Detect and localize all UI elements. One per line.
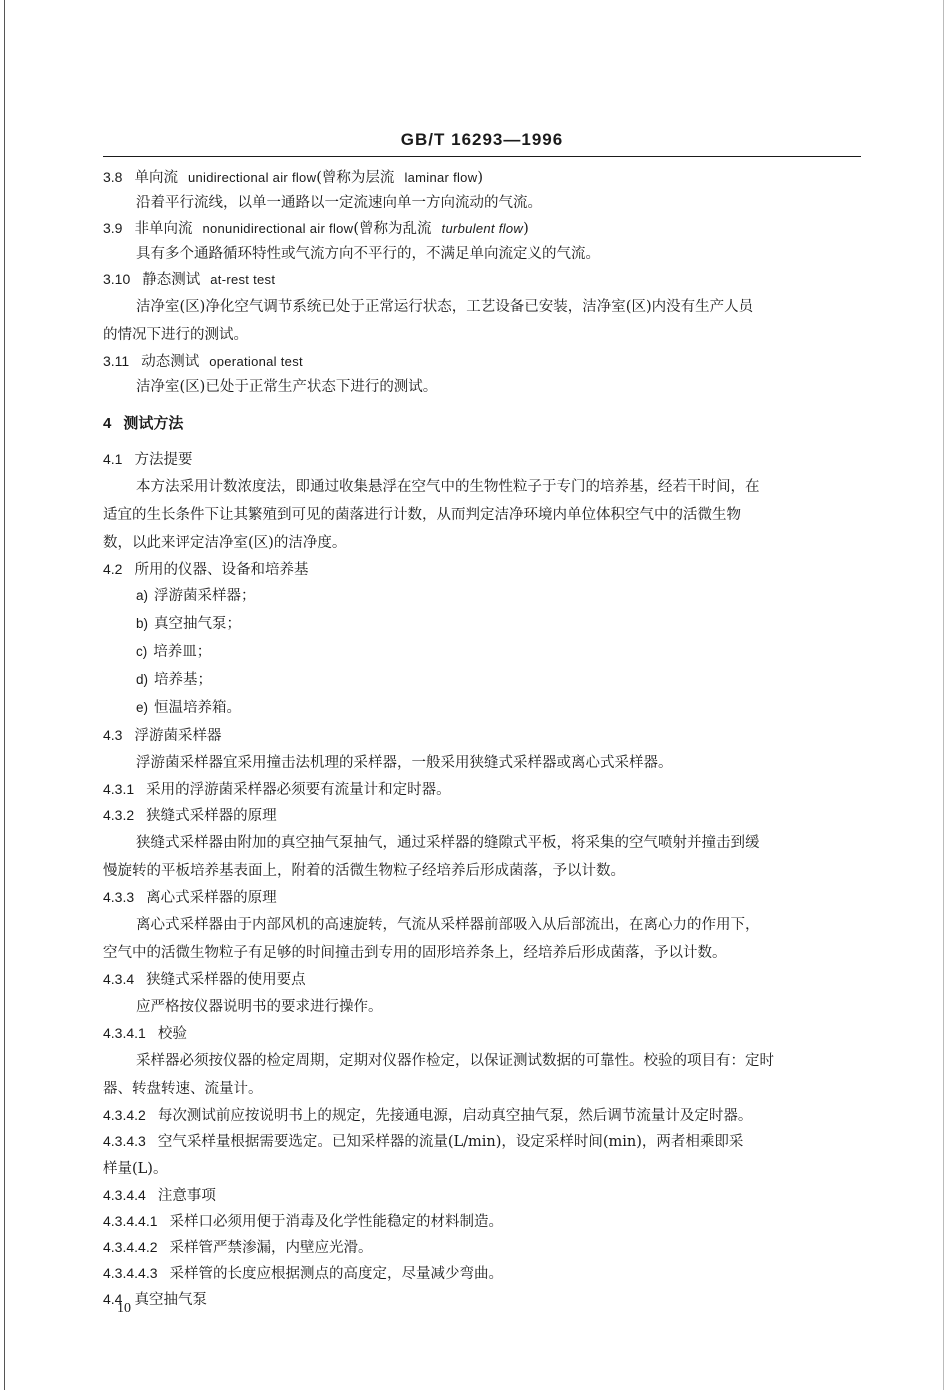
term-note-term: turbulent flow — [441, 221, 524, 236]
term-note-pre: (曾称为乱流 — [353, 221, 432, 237]
paragraph-line: 数，以此来评定洁净室(区)的洁净度。 — [103, 535, 347, 551]
clause-number: 4.3.2 — [103, 807, 135, 823]
clause-title: 离心式采样器的原理 — [146, 890, 277, 906]
term-definition: 洁净室(区)已处于正常生产状态下进行的测试。 — [136, 379, 438, 395]
clause-4-3 — [103, 725, 861, 746]
clause-title: 狭缝式采样器的使用要点 — [146, 972, 306, 988]
clause-title: 注意事项 — [157, 1188, 216, 1204]
clause-text: 空气采样量根据需要选定。已知采样器的流量(L/min)，设定采样时间(min)，两者相乘即采 — [157, 1134, 744, 1150]
list-text: 培养皿； — [153, 644, 212, 660]
clause-4-2 — [103, 559, 861, 580]
list-item — [136, 697, 861, 719]
clause-text: 采样管的长度应根据测点的高度定，尽量减少弯曲。 — [169, 1266, 503, 1282]
clause-number: 4.3.4 — [103, 971, 135, 987]
term-3-11 — [103, 351, 861, 372]
clause-title: 校验 — [157, 1026, 187, 1042]
clause-title: 所用的仪器、设备和培养基 — [134, 562, 309, 578]
clause-title: 浮游菌采样器 — [134, 728, 222, 744]
clause-4-1 — [103, 449, 861, 470]
clause-text: 采样口必须用便于消毒及化学性能稳定的材料制造。 — [169, 1214, 503, 1230]
term-zh: 动态测试 — [141, 354, 200, 370]
clause-number: 4.3.4.4 — [103, 1187, 146, 1203]
term-definition-line: 的情况下进行的测试。 — [103, 327, 248, 343]
clause-4-3-4 — [103, 969, 861, 990]
term-3-8 — [103, 167, 861, 188]
paragraph-line: 应严格按仪器说明书的要求进行操作。 — [136, 999, 383, 1015]
clause-4-3-4-4 — [103, 1185, 861, 1206]
clause-number: 4.4 — [103, 1291, 123, 1307]
header-rule — [103, 156, 861, 157]
term-3-9 — [103, 218, 861, 239]
term-definition-line: 洁净室(区)净化空气调节系统已处于正常运行状态，工艺设备已安装，洁净室(区)内没有生产人员 — [136, 299, 754, 315]
clause-title: 方法提要 — [134, 452, 193, 468]
clause-4-3-4-4-3 — [103, 1263, 861, 1284]
standard-header: GB/T 16293—1996 — [400, 130, 564, 149]
list-text: 恒温培养箱。 — [154, 700, 242, 716]
scan-edge-right — [943, 0, 944, 1390]
list-item — [136, 669, 861, 691]
list-label: b) — [136, 616, 149, 631]
term-3-10 — [103, 269, 861, 290]
clause-text: 采样管严禁渗漏，内壁应光滑。 — [169, 1240, 373, 1256]
section-heading — [103, 413, 861, 435]
paragraph-line: 慢旋转的平板培养基表面上，附着的活微生物粒子经培养后形成菌落，予以计数。 — [103, 863, 625, 879]
clause-number: 4.3.3 — [103, 889, 135, 905]
list-label: e) — [136, 700, 149, 715]
paragraph-line: 样量(L)。 — [103, 1161, 168, 1177]
clause-4-3-4-4-1 — [103, 1211, 861, 1232]
list-item — [136, 613, 861, 635]
clause-title: 真空抽气泵 — [134, 1292, 207, 1308]
term-en: at-rest test — [210, 272, 276, 287]
paragraph-line: 适宜的生长条件下让其繁殖到可见的菌落进行计数，从而判定洁净环境内单位体积空气中的活微生物 — [103, 507, 741, 523]
clause-number: 4.2 — [103, 561, 123, 577]
clause-4-3-4-4-2 — [103, 1237, 861, 1258]
list-label: d) — [136, 672, 149, 687]
paragraph-line: 本方法采用计数浓度法，即通过收集悬浮在空气中的生物性粒子于专门的培养基，经若干时间，在 — [136, 479, 760, 495]
paragraph-line: 采样器必须按仪器的检定周期，定期对仪器作检定，以保证测试数据的可靠性。校验的项目有：定时 — [136, 1053, 774, 1069]
term-definition: 具有多个通路循环特性或气流方向不平行的，不满足单向流定义的气流。 — [136, 246, 600, 262]
term-en: nonunidirectional air flow — [202, 221, 354, 236]
paragraph-line: 离心式采样器由于内部风机的高速旋转，气流从采样器前部吸入从后部流出，在离心力的作用下， — [136, 917, 760, 933]
term-note-term: laminar flow — [404, 170, 478, 185]
list-label: a) — [136, 588, 149, 603]
paragraph-line: 器、转盘转速、流量计。 — [103, 1081, 263, 1097]
clause-4-3-4-3 — [103, 1131, 861, 1152]
clause-text: 每次测试前应按说明书上的规定，先接通电源，启动真空抽气泵，然后调节流量计及定时器。 — [157, 1108, 753, 1124]
clause-number: 4.3 — [103, 727, 123, 743]
term-number: 3.8 — [103, 169, 123, 185]
list-item — [136, 641, 861, 663]
clause-number: 4.3.4.2 — [103, 1107, 146, 1123]
clause-title: 狭缝式采样器的原理 — [146, 808, 277, 824]
clause-4-3-4-2 — [103, 1105, 861, 1126]
clause-4-3-3 — [103, 887, 861, 908]
term-number: 3.10 — [103, 271, 131, 287]
term-zh: 非单向流 — [134, 221, 193, 237]
paragraph-line: 狭缝式采样器由附加的真空抽气泵抽气，通过采样器的缝隙式平板，将采集的空气喷射并撞击到缓 — [136, 835, 760, 851]
clause-number: 4.1 — [103, 451, 123, 467]
clause-number: 4.3.4.4.3 — [103, 1265, 158, 1281]
list-label: c) — [136, 644, 148, 659]
paragraph-line: 浮游菌采样器宜采用撞击法机理的采样器，一般采用狭缝式采样器或离心式采样器。 — [136, 755, 673, 771]
list-text: 真空抽气泵； — [154, 616, 242, 632]
term-definition: 沿着平行流线，以单一通路以一定流速向单一方向流动的气流。 — [136, 195, 542, 211]
term-note-pre: (曾称为层流 — [316, 170, 395, 186]
list-text: 浮游菌采样器； — [154, 588, 256, 604]
list-item — [136, 585, 861, 607]
paragraph-line: 空气中的活微生物粒子有足够的时间撞击到专用的固形培养条上，经培养后形成菌落，予以计数。 — [103, 945, 727, 961]
term-zh: 单向流 — [134, 170, 178, 186]
clause-number: 4.3.4.1 — [103, 1025, 146, 1041]
clause-number: 4.3.4.4.1 — [103, 1213, 158, 1229]
term-en: unidirectional air flow — [187, 170, 317, 185]
clause-number: 4.3.4.3 — [103, 1133, 146, 1149]
clause-4-4 — [103, 1289, 861, 1310]
page-number: 10 — [117, 1301, 131, 1316]
document-page — [103, 128, 861, 1315]
section-title: 测试方法 — [123, 415, 184, 432]
term-en: operational test — [209, 354, 303, 369]
term-number: 3.9 — [103, 220, 123, 236]
clause-text: 采用的浮游菌采样器必须要有流量计和定时器。 — [146, 782, 451, 798]
clause-number: 4.3.4.4.2 — [103, 1239, 158, 1255]
term-note-post: ) — [523, 221, 529, 237]
term-number: 3.11 — [103, 353, 130, 369]
term-note-post: ) — [477, 170, 484, 186]
section-number: 4 — [103, 415, 112, 432]
list-text: 培养基； — [154, 672, 213, 688]
clause-number: 4.3.1 — [103, 781, 135, 797]
clause-4-3-1 — [103, 779, 861, 800]
clause-4-3-4-1 — [103, 1023, 861, 1044]
term-zh: 静态测试 — [142, 272, 201, 288]
scan-edge-left — [4, 0, 5, 1390]
clause-4-3-2 — [103, 805, 861, 826]
